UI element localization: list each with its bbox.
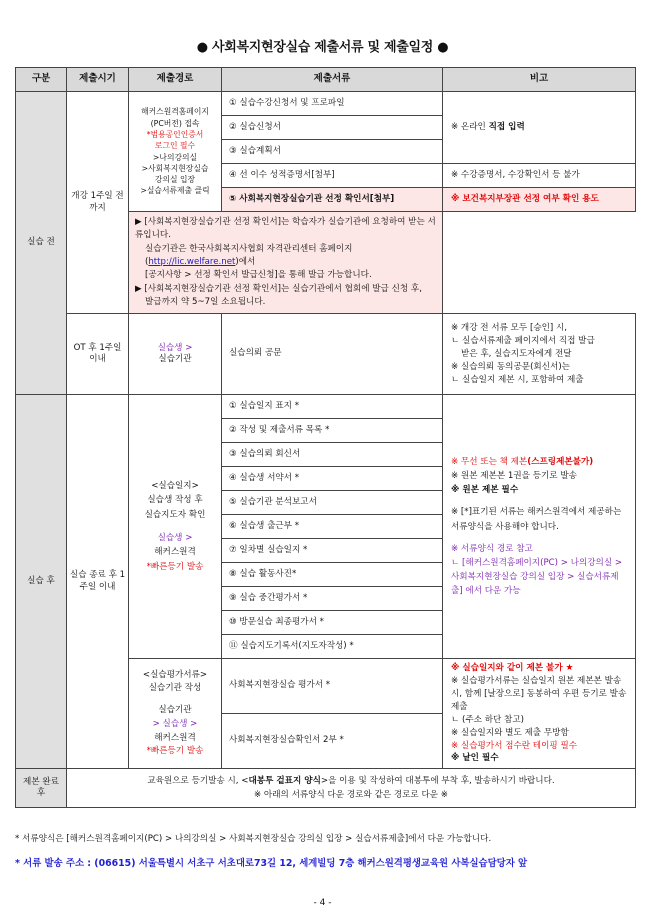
doc-item-highlighted: ⑤ 사회복지현장실습기관 선정 확인서[첨부] (222, 188, 443, 212)
page-title: ● 사회복지현장실습 제출서류 및 제출일정 ● (196, 40, 449, 55)
remark-journal: ※ 무선 또는 책 제본(스프링제본불가) ※ 원본 제본본 1권을 등기로 발송 ※ 원본 제본 필수 ※ [*]표기된 서류는 해커스원격에서 제공하는 서류양식을 사용해야 합니다. ※ 서류양식 경로 참고 ㄴ [해커스원격홈페이지(PC) > 나의강의실 > 사회복지현장실습 강의실 입장 > 실습서류제출] 에서 다운 가능 (443, 395, 636, 659)
footer-note: * 서류양식은 [해커스원격홈페이지(PC) > 나의강의실 > 사회복지현장실습 강의실 입장 > 실습서류제출]에서 다운 가능합니다. (15, 834, 492, 844)
category-pre: 실습 전 (16, 92, 67, 395)
doc-item: ⑥ 실습생 출근부 * (222, 515, 443, 539)
timing-ot: OT 후 1주일 이내 (67, 314, 129, 395)
timing-post: 실습 종료 후 1주일 이내 (67, 395, 129, 769)
final-instruction: 교육원으로 등기발송 시, <대봉투 겉표지 양식>을 이용 및 작성하여 대봉투에 부착 후, 발송하시기 바랍니다. ※ 아래의 서류양식 다운 경로와 같은 경로로 다운 ※ (67, 769, 636, 808)
table-row (16, 314, 636, 395)
table-header-row (16, 68, 636, 92)
doc-item: ① 실습일지 표지 * (222, 395, 443, 419)
header-timing: 제출시기 (67, 68, 129, 92)
table-row (16, 92, 636, 116)
welfare-link[interactable]: http://lic.welfare.net (148, 256, 236, 267)
info-box: ▶ [사회복지현장실습기관 선정 확인서]는 학습자가 실습기관에 요청하여 받는 서류입니다. 실습기관은 한국사회복지사협회 자격관리센터 홈페이지(http://lic.welfare.net)에서 [공지사항 > 선정 확인서 발급신청]을 통해 발급 가능합니다. ▶ [사회복지현장실습기관 선정 확인서]는 실습기관에서 협회에 발급 신청 후, 발급까지 약 5~7일 소요됩니다. (129, 212, 443, 314)
remark-ot: ※ 개강 전 서류 모두 [승인] 시, ㄴ 실습서류제출 페이지에서 직접 발급 받은 후, 실습지도자에게 전달 ※ 실습의뢰 동의공문(회신서)는 ㄴ 실습일지 제본 시, 포함하여 제출 (443, 314, 636, 395)
header-route: 제출경로 (129, 68, 222, 92)
page-number: - 4 - (313, 898, 332, 908)
category-final: 제본 완료 후 (16, 769, 67, 808)
route-post-evaluation: <실습평가서류> 실습기관 작성 실습기관 > 실습생 > 해커스원격 *빠른등기 발송 (129, 659, 222, 769)
doc-item: ③ 실습계획서 (222, 140, 443, 164)
remark-evaluation: ※ 실습일지와 같이 제본 불가 ★ ※ 실습평가서류는 실습일지 원본 제본본 발송 시, 함께 [날장으로] 동봉하여 우편 등기로 발송제출 ㄴ (주소 하단 참고) ※ 실습일지와 별도 제출 무방함 ※ 실습평가서 점수란 테이핑 필수 ※ 낱인 필수 (443, 659, 636, 769)
doc-item: ⑩ 방문실습 최종평가서 * (222, 611, 443, 635)
table-row (16, 395, 636, 419)
table-row (16, 769, 636, 808)
doc-item: ⑪ 실습지도기록서(지도자작성) * (222, 635, 443, 659)
doc-item: 사회복지현장실습 평가서 * (222, 659, 443, 714)
header-documents: 제출서류 (222, 68, 443, 92)
doc-item: ⑨ 실습 중간평가서 * (222, 587, 443, 611)
doc-item: ⑤ 실습기관 분석보고서 (222, 491, 443, 515)
header-category: 구분 (16, 68, 67, 92)
doc-item: ④ 실습생 서약서 * (222, 467, 443, 491)
timing-pre: 개강 1주일 전까지 (67, 92, 129, 314)
doc-item: ⑧ 실습 활동사진* (222, 563, 443, 587)
footer-address: * 서류 발송 주소 : (06615) 서울특별시 서초구 서초대로73길 12, 세계빌딩 7층 해커스원격평생교육원 사복실습담당자 앞 (15, 858, 528, 869)
submission-table (15, 67, 636, 808)
header-remarks: 비고 (443, 68, 636, 92)
route-post-journal: <실습일지> 실습생 작성 후 실습지도자 확인 실습생 > 해커스원격 *빠른등기 발송 (129, 395, 222, 659)
route-ot: 실습생 > 실습기관 (129, 314, 222, 395)
route-pre: 해커스원격홈페이지 (PC버전) 접속 *범용공인인증서 로그인 필수 >나의강의실 >사회복지현장실습 강의실 입장 >실습서류제출 클릭 (129, 92, 222, 212)
doc-item: 사회복지현장실습확인서 2부 * (222, 714, 443, 769)
remark-certificate: ※ 수강증명서, 수강확인서 등 불가 (443, 164, 636, 188)
doc-item: ③ 실습의뢰 회신서 (222, 443, 443, 467)
doc-item: ① 실습수강신청서 및 프로파일 (222, 92, 443, 116)
doc-item: ② 실습신청서 (222, 116, 443, 140)
doc-item: 실습의뢰 공문 (222, 314, 443, 395)
doc-item: ⑦ 일차별 실습일지 * (222, 539, 443, 563)
doc-item: ④ 선 이수 성적증명서[첨부] (222, 164, 443, 188)
category-post: 실습 후 (16, 395, 67, 769)
remark-ministry: ※ 보건복지부장관 선정 여부 확인 용도 (443, 188, 636, 212)
remark-online: ※ 온라인 직접 입력 (443, 92, 636, 164)
doc-item: ② 작성 및 제출서류 목록 * (222, 419, 443, 443)
